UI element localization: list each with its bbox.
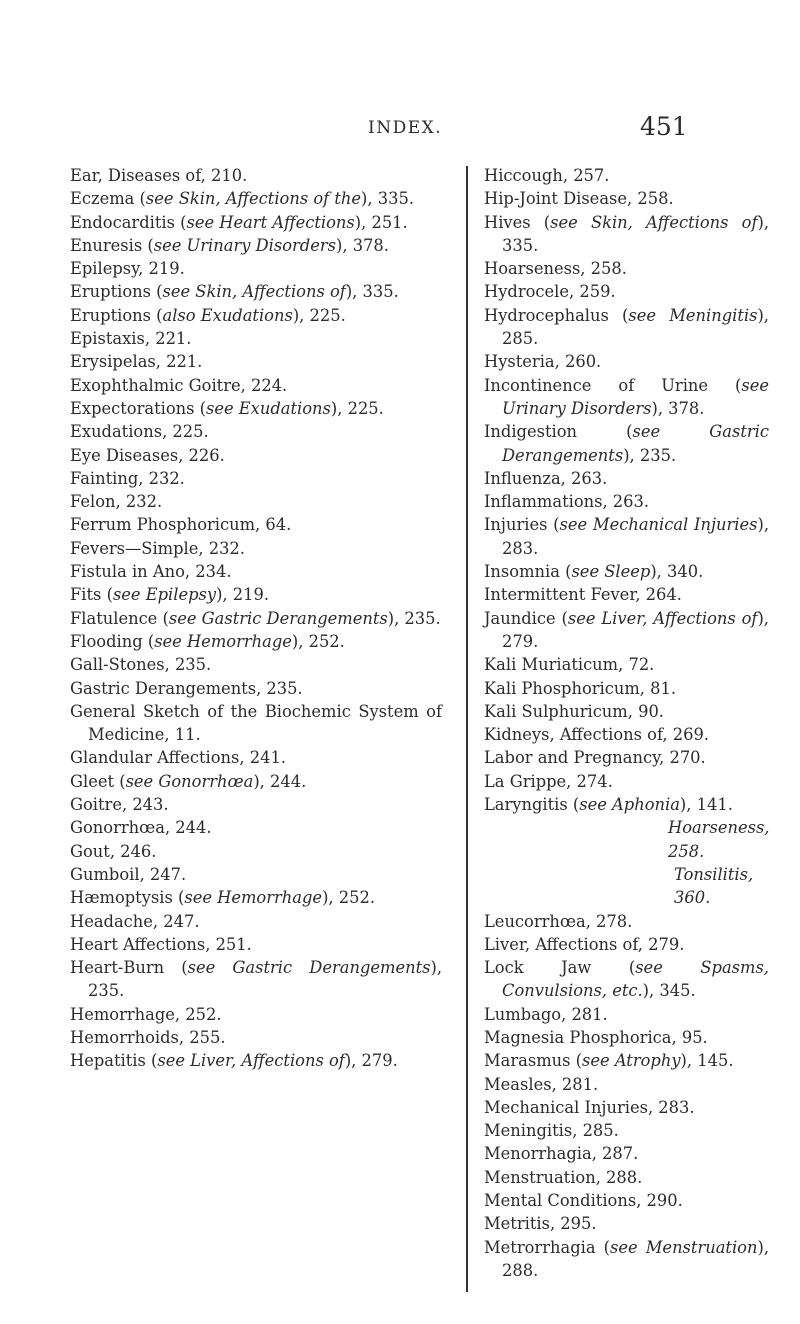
entry-text: Hydrocele, 259. xyxy=(484,282,616,302)
index-entry xyxy=(70,630,442,653)
entry-text: Kali Muriaticum, 72. xyxy=(484,655,655,675)
index-entry xyxy=(484,793,769,816)
entry-text: Erysipelas, 221. xyxy=(70,352,203,372)
entry-text: Epilepsy, 219. xyxy=(70,259,185,279)
index-entry xyxy=(70,490,442,513)
index-entry xyxy=(70,933,442,956)
index-entry xyxy=(70,677,442,700)
index-entry xyxy=(70,397,442,420)
entry-text: Meningitis, 285. xyxy=(484,1121,619,1141)
entry-cross-reference: see Aphonia xyxy=(579,795,680,815)
index-entry xyxy=(70,187,442,210)
entry-term: Flatulence ( xyxy=(70,608,169,628)
entry-cross-reference: see Liver, Affections of xyxy=(567,608,758,628)
entry-page-ref: ), 345. xyxy=(642,981,696,1001)
entry-text: Hysteria, 260. xyxy=(484,352,602,372)
entry-text: Fistula in Ano, 234. xyxy=(70,562,232,582)
entry-text: Menstruation, 288. xyxy=(484,1167,643,1187)
index-entry xyxy=(484,1003,769,1026)
entry-cross-reference: see Urinary Disorders xyxy=(153,235,336,255)
entry-text: Gout, 246. xyxy=(70,841,157,861)
index-entry xyxy=(484,1212,769,1235)
index-column-right xyxy=(484,164,769,1282)
entry-text: Eye Diseases, 226. xyxy=(70,445,225,465)
index-entry xyxy=(484,1026,769,1049)
entry-page-ref: ), 225. xyxy=(292,305,346,325)
index-entry xyxy=(70,770,442,793)
index-entry xyxy=(484,1142,769,1165)
index-entry xyxy=(484,280,769,303)
index-entry xyxy=(70,537,442,560)
entry-text: Ear, Diseases of, 210. xyxy=(70,166,248,185)
entry-term: Metrorrhagia ( xyxy=(484,1237,611,1257)
entry-term: Eruptions ( xyxy=(70,305,163,325)
entry-text: Liver, Affections of, 279. xyxy=(484,934,685,954)
index-entry xyxy=(484,677,769,700)
entry-text: Hip-Joint Disease, 258. xyxy=(484,189,674,209)
entry-page-ref: ), 219. xyxy=(216,585,270,605)
entry-text: Metritis, 295. xyxy=(484,1214,597,1234)
index-entry xyxy=(70,863,442,886)
entry-text: Mental Conditions, 290. xyxy=(484,1191,683,1211)
index-entry xyxy=(484,746,769,769)
entry-term: Eczema ( xyxy=(70,189,146,209)
index-entry xyxy=(484,1119,769,1142)
index-entry xyxy=(70,1003,442,1026)
index-entry xyxy=(484,374,769,421)
entry-term: Heart-Burn ( xyxy=(70,958,188,978)
entry-cross-reference: see Gonorrhœa xyxy=(125,771,254,791)
index-entry xyxy=(70,560,442,583)
index-entry xyxy=(484,304,769,351)
index-entry xyxy=(484,933,769,956)
index-entry xyxy=(484,560,769,583)
index-entry xyxy=(70,467,442,490)
index-entry xyxy=(70,793,442,816)
page-header xyxy=(0,110,800,150)
index-entry xyxy=(70,653,442,676)
entry-text: Headache, 247. xyxy=(70,911,200,931)
column-divider xyxy=(466,166,468,1292)
entry-text: Leucorrhœa, 278. xyxy=(484,911,633,931)
entry-text: Kali Phosphoricum, 81. xyxy=(484,678,677,698)
entry-term: Lock Jaw ( xyxy=(484,958,636,978)
entry-cross-reference: see Atrophy xyxy=(582,1051,681,1071)
index-entry xyxy=(484,490,769,513)
index-entry xyxy=(484,607,769,654)
index-entry xyxy=(484,513,769,560)
entry-cross-reference: see Spasms, Convulsions, etc. xyxy=(502,958,769,1001)
entry-term: Enuresis ( xyxy=(70,235,154,255)
entry-sub-reference: Hoarseness, 258. xyxy=(668,818,770,861)
index-entry xyxy=(70,420,442,443)
index-entry xyxy=(484,211,769,258)
entry-term: Jaundice ( xyxy=(484,608,568,628)
index-entry xyxy=(70,746,442,769)
entry-page-ref: ), 378. xyxy=(651,398,705,418)
entry-page-ref: ), 235. xyxy=(623,445,677,465)
index-entry xyxy=(70,374,442,397)
index-entry xyxy=(484,723,769,746)
index-entry xyxy=(484,1096,769,1119)
entry-page-ref: ), 145. xyxy=(680,1051,734,1071)
entry-text: Labor and Pregnancy, 270. xyxy=(484,748,706,768)
entry-page-ref: ), 141. xyxy=(679,795,733,815)
index-entry xyxy=(484,770,769,793)
entry-cross-reference: see Gastric Derangements xyxy=(187,958,431,978)
entry-page-ref: ), 251. xyxy=(354,212,408,232)
entry-cross-reference: see Skin, Affections of the xyxy=(145,189,362,209)
entry-term: Hydrocephalus ( xyxy=(484,305,629,325)
index-entry xyxy=(484,257,769,280)
index-entry xyxy=(484,467,769,490)
index-entry xyxy=(484,863,769,910)
entry-cross-reference: see Menstruation xyxy=(610,1237,758,1257)
index-entry xyxy=(70,583,442,606)
index-entry xyxy=(484,164,769,187)
entry-sub-reference: Tonsilitis, 360. xyxy=(674,864,754,908)
entry-text: Kidneys, Affections of, 269. xyxy=(484,725,710,745)
entry-page-ref: ), 335. xyxy=(502,212,770,255)
entry-term: Hæmoptysis ( xyxy=(70,888,185,908)
entry-page-ref: ), 252. xyxy=(322,888,376,908)
index-entry xyxy=(484,187,769,210)
entry-term: Fits ( xyxy=(70,585,113,605)
entry-cross-reference: see Skin, Affections of xyxy=(162,282,346,302)
index-entry xyxy=(70,840,442,863)
index-entry xyxy=(484,420,769,467)
entry-cross-reference: see Hemorrhage xyxy=(154,631,292,651)
entry-term: Eruptions ( xyxy=(70,282,163,302)
entry-page-ref: ), 288. xyxy=(502,1237,769,1280)
entry-term: Incontinence of Urine ( xyxy=(484,375,742,395)
index-entry xyxy=(484,583,769,606)
entry-text: Measles, 281. xyxy=(484,1074,599,1094)
entry-text: Glandular Affections, 241. xyxy=(70,748,286,768)
entry-text: Fainting, 232. xyxy=(70,468,185,488)
entry-text: Magnesia Phosphorica, 95. xyxy=(484,1027,708,1047)
entry-term: Indigestion ( xyxy=(484,422,633,442)
entry-cross-reference: see Gastric Derangements xyxy=(168,608,388,628)
entry-term: Gleet ( xyxy=(70,771,126,791)
entry-page-ref: ), 335. xyxy=(345,282,399,302)
index-entry xyxy=(484,350,769,373)
entry-page-ref: ), 279. xyxy=(344,1051,398,1071)
entry-page-ref: ), 340. xyxy=(650,562,704,582)
entry-text: Kali Sulphuricum, 90. xyxy=(484,701,664,721)
index-entry xyxy=(70,211,442,234)
index-entry xyxy=(70,350,442,373)
entry-page-ref: ), 235. xyxy=(88,958,442,1001)
index-entry xyxy=(484,910,769,933)
entry-cross-reference: see Liver, Affections of xyxy=(157,1051,345,1071)
index-entry xyxy=(484,816,769,863)
index-entry xyxy=(70,607,442,630)
index-entry xyxy=(484,1073,769,1096)
index-entry xyxy=(70,164,442,187)
index-entry xyxy=(70,956,442,1003)
entry-text: Gonorrhœa, 244. xyxy=(70,818,212,838)
entry-text: La Grippe, 274. xyxy=(484,771,613,791)
entry-page-ref: ), 252. xyxy=(291,631,345,651)
entry-text: Goitre, 243. xyxy=(70,795,169,815)
entry-text: Mechanical Injuries, 283. xyxy=(484,1097,695,1117)
entry-text: Epistaxis, 221. xyxy=(70,329,192,349)
entry-term: Marasmus ( xyxy=(484,1051,583,1071)
entry-text: General Sketch of the Biochemic System of Medicine, 11. xyxy=(70,701,442,745)
entry-text: Gumboil, 247. xyxy=(70,864,187,884)
page-number: 451 xyxy=(640,112,688,141)
index-entry xyxy=(70,1026,442,1049)
index-entry xyxy=(484,653,769,676)
entry-cross-reference: see Sleep xyxy=(571,562,651,582)
index-entry xyxy=(70,257,442,280)
index-entry xyxy=(70,1049,442,1072)
index-column-left xyxy=(70,164,442,1073)
entry-text: Inflammations, 263. xyxy=(484,492,650,512)
entry-cross-reference: see Mechanical Injuries xyxy=(559,515,758,535)
entry-text: Hemorrhage, 252. xyxy=(70,1004,222,1024)
entry-text: Fevers—Simple, 232. xyxy=(70,538,245,558)
entry-page-ref: ), 335. xyxy=(361,189,415,209)
entry-term: Laryngitis ( xyxy=(484,795,580,815)
entry-cross-reference: see Exudations xyxy=(206,398,331,418)
entry-term: Insomnia ( xyxy=(484,562,572,582)
index-entry xyxy=(70,700,442,747)
index-entry xyxy=(70,816,442,839)
running-head: INDEX. xyxy=(368,118,443,138)
entry-cross-reference: see Hemorrhage xyxy=(184,888,323,908)
entry-page-ref: ), 235. xyxy=(387,608,441,628)
index-entry xyxy=(70,513,442,536)
entry-page-ref: ), 225. xyxy=(330,398,384,418)
entry-page-ref: ), 285. xyxy=(502,305,769,349)
entry-text: Hemorrhoids, 255. xyxy=(70,1027,226,1047)
entry-cross-reference: see Heart Affections xyxy=(186,212,355,232)
entry-text: Gall-Stones, 235. xyxy=(70,655,212,675)
entry-text: Menorrhagia, 287. xyxy=(484,1144,639,1164)
index-entry xyxy=(70,234,442,257)
entry-term: Expectorations ( xyxy=(70,398,206,418)
entry-page-ref: ), 283. xyxy=(502,515,769,558)
entry-cross-reference: see Skin, Affections of xyxy=(550,212,758,232)
index-entry xyxy=(70,886,442,909)
entry-text: Lumbago, 281. xyxy=(484,1004,608,1024)
entry-term: Endocarditis ( xyxy=(70,212,187,232)
entry-term: Hives ( xyxy=(484,212,551,232)
entry-cross-reference: see Gastric Derangements xyxy=(502,422,769,465)
entry-cross-reference: see Epilepsy xyxy=(112,585,217,605)
index-entry xyxy=(484,700,769,723)
entry-text: Hiccough, 257. xyxy=(484,166,610,185)
entry-term: Flooding ( xyxy=(70,631,155,651)
entry-cross-reference: see Meningitis xyxy=(628,305,758,325)
index-entry xyxy=(70,304,442,327)
entry-term: Hepatitis ( xyxy=(70,1051,158,1071)
index-entry xyxy=(70,910,442,933)
entry-page-ref: ), 244. xyxy=(253,771,307,791)
entry-cross-reference: also Exudations xyxy=(162,305,293,325)
entry-text: Hoarseness, 258. xyxy=(484,259,627,279)
entry-text: Influenza, 263. xyxy=(484,468,608,488)
entry-text: Gastric Derangements, 235. xyxy=(70,678,303,698)
index-entry xyxy=(484,1166,769,1189)
index-entry xyxy=(484,1236,769,1283)
index-entry xyxy=(484,1189,769,1212)
entry-text: Exudations, 225. xyxy=(70,422,209,442)
entry-cross-reference: see Urinary Disorders xyxy=(502,375,769,418)
entry-text: Felon, 232. xyxy=(70,492,163,512)
entry-page-ref: ), 279. xyxy=(502,608,769,651)
index-entry xyxy=(484,956,769,1003)
entry-text: Heart Affections, 251. xyxy=(70,934,252,954)
index-entry xyxy=(484,1049,769,1072)
entry-text: Ferrum Phosphoricum, 64. xyxy=(70,515,292,535)
entry-text: Intermittent Fever, 264. xyxy=(484,585,682,605)
index-entry xyxy=(70,444,442,467)
index-entry xyxy=(70,327,442,350)
entry-term: Injuries ( xyxy=(484,515,560,535)
entry-text: Exophthalmic Goitre, 224. xyxy=(70,375,288,395)
entry-page-ref: ), 378. xyxy=(336,235,389,255)
index-entry xyxy=(70,280,442,303)
